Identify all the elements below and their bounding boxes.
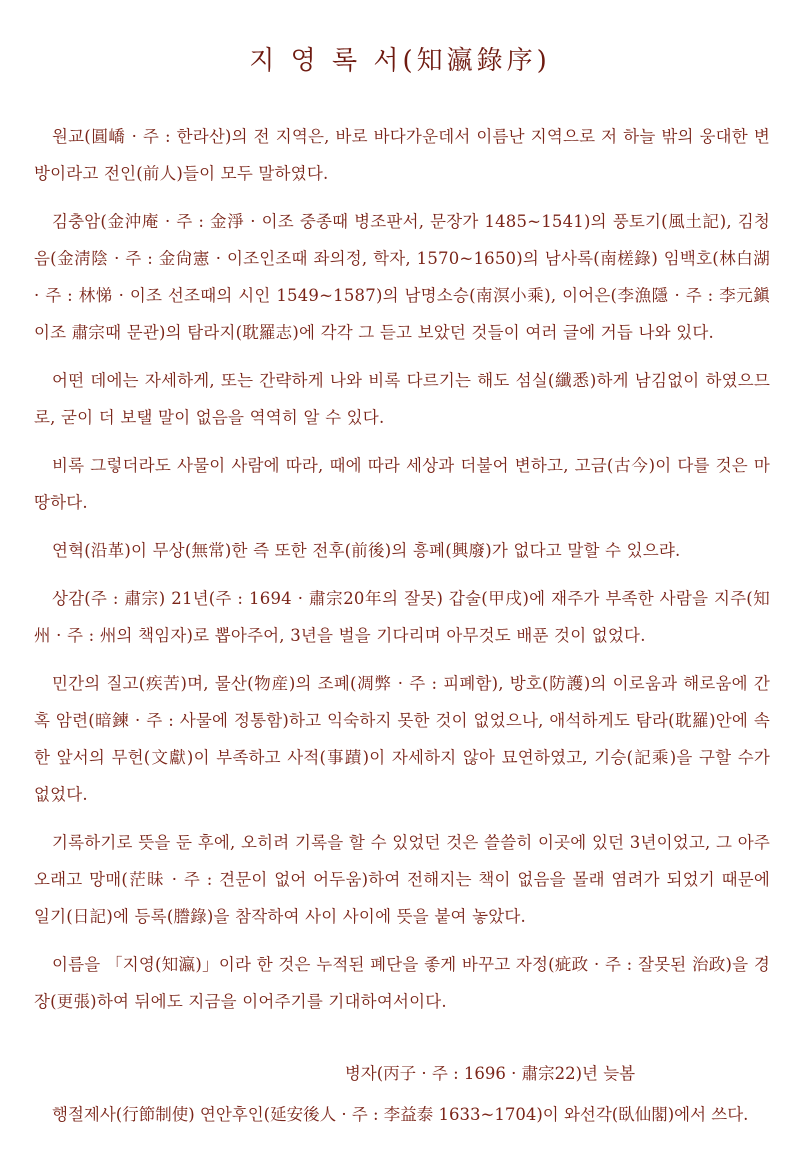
dateline: 병자(丙子 · 주 : 1696 · 肅宗22)년 늦봄 bbox=[344, 1064, 636, 1083]
paragraph-7: 민간의 질고(疾苦)며, 물산(物産)의 조폐(凋弊 · 주 : 피폐함), 방호(防護)의 이로움과 해로움에 간혹 암련(暗鍊 · 주 : 사물에 정통함)하고 익숙하지 못한 것이 없었으나, 애석하게도 탐라(耽羅)안에 속한 앞서의 무헌(文獻)이 부족하고 사적(事蹟)이 자세하지 않아 묘연하였고, 기승(記乘)을 구할 수가 없었다. bbox=[34, 674, 770, 804]
paragraph-6: 상감(주 : 肅宗) 21년(주 : 1694 · 肅宗20年의 잘못) 갑술(甲戌)에 재주가 부족한 사람을 지주(知州 · 주 : 州의 책임자)로 뽑아주어, 3년을 벌을 기다리며 아무것도 배푼 것이 없었다. bbox=[34, 589, 770, 645]
paragraph-1: 원교(圓嶠 · 주 : 한라산)의 전 지역은, 바로 바다가운데서 이름난 지역으로 저 하늘 밖의 웅대한 변방이라고 전인(前人)들이 모두 말하였다. bbox=[34, 127, 770, 183]
paragraph-2: 김충암(金沖庵 · 주 : 金淨 · 이조 중종때 병조판서, 문장가 1485~1541)의 풍토기(風土記), 김청음(金淸陰 · 주 : 金尙憲 · 이조인조때 좌의정, 학자, 1570~1650)의 남사록(南槎錄) 임백호(林白湖 · 주 : 林悌 · 이조 선조때의 시인 1549~1587)의 남명소승(南溟小乘), 이어은(李漁隱 · 주 : 李元鎭 이조 肅宗때 문관)의 탐라지(耽羅志)에 각각 그 듣고 보았던 것들이 여러 글에 거듭 나와 있다. bbox=[34, 212, 770, 342]
document-title: 지 영 록 서(知瀛錄序) bbox=[249, 46, 551, 76]
paragraph-3: 어떤 데에는 자세하게, 또는 간략하게 나와 비록 다르기는 해도 섬실(纖悉)하게 남김없이 하였으므로, 굳이 더 보탤 말이 없음을 역역히 알 수 있다. bbox=[34, 371, 770, 427]
paragraph-5: 연혁(沿革)이 무상(無常)한 즉 또한 전후(前後)의 흥폐(興廢)가 없다고 말할 수 있으랴. bbox=[52, 541, 681, 560]
document-body bbox=[34, 118, 770, 1031]
paragraph-8: 기록하기로 뜻을 둔 후에, 오히려 기록을 할 수 있었던 것은 쓸쓸히 이곳에 있던 3년이었고, 그 아주 오래고 망매(茫昧 · 주 : 견문이 없어 어두움)하여 전해지는 책이 없음을 몰래 염려가 되었기 때문에 일기(日記)에 등록(謄錄)을 참작하여 사이 사이에 뜻을 붙여 놓았다. bbox=[34, 833, 770, 926]
closing-signature: 행절제사(行節制使) 연안후인(延安後人 · 주 : 李益泰 1633~1704)이 와선각(臥仙閣)에서 쓰다. bbox=[52, 1105, 749, 1124]
paragraph-9: 이름을 「지영(知瀛)」이라 한 것은 누적된 폐단을 좋게 바꾸고 자정(疵政 · 주 : 잘못된 治政)을 경장(更張)하여 뒤에도 지금을 이어주기를 기대하여서이다. bbox=[34, 955, 770, 1011]
paragraph-4: 비록 그렇더라도 사물이 사람에 따라, 때에 따라 세상과 더불어 변하고, 고금(古今)이 다를 것은 마땅하다. bbox=[34, 456, 770, 512]
